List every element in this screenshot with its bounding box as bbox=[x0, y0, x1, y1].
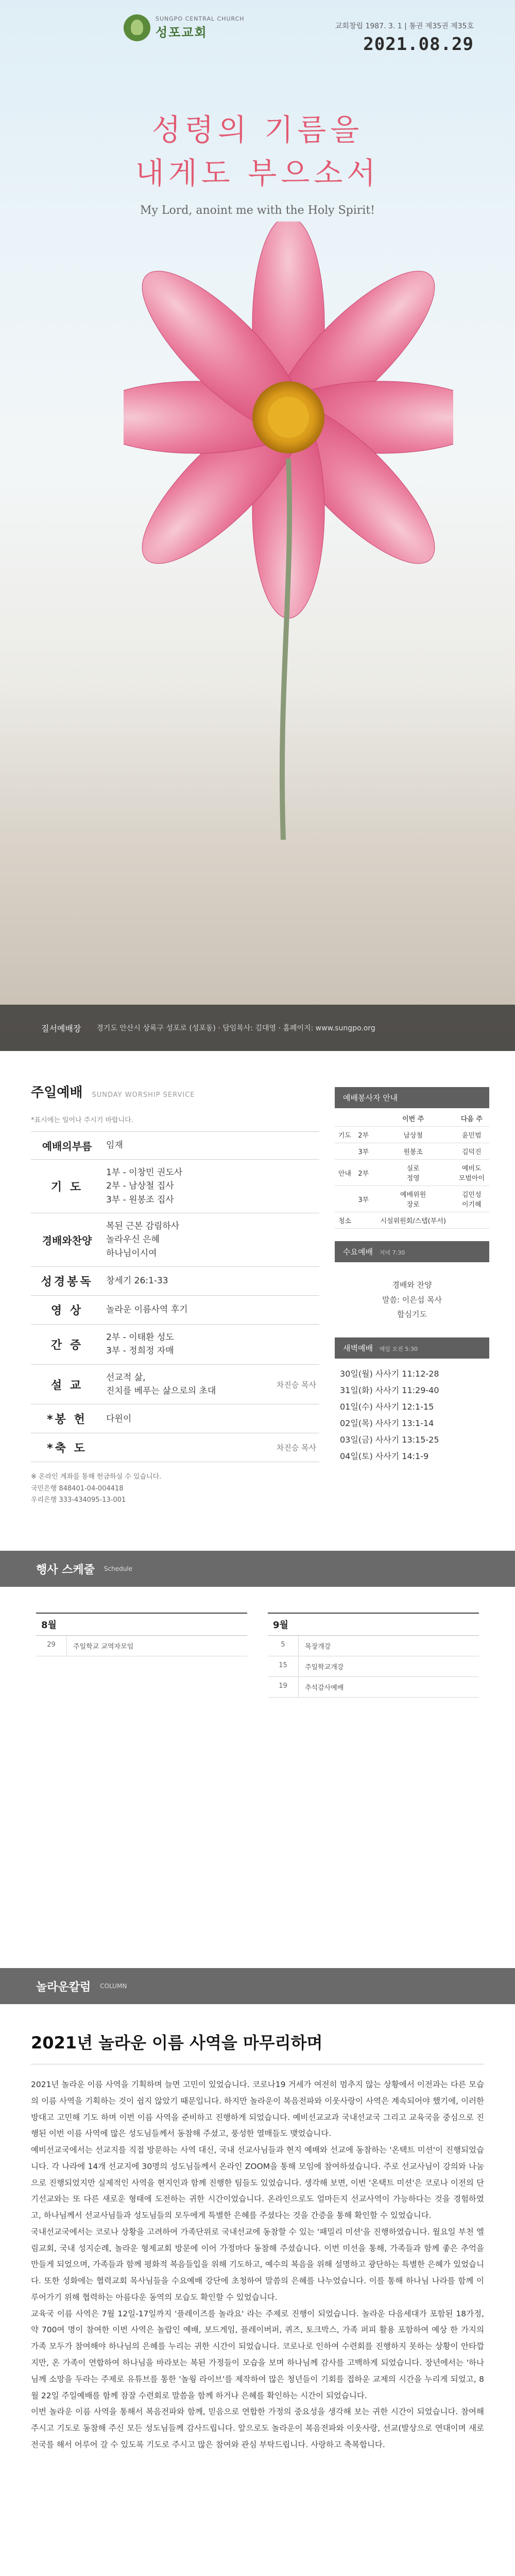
dawn-item: 02일(목) 사사기 13:1-14 bbox=[340, 1418, 434, 1428]
worship-item-value: 선교적 삶, 진치를 베푸는 삶으로의 초대 bbox=[103, 1364, 268, 1404]
cover-section bbox=[0, 0, 515, 1051]
servers-row bbox=[335, 1212, 489, 1229]
wednesday-time: 저녁 7:30 bbox=[379, 1249, 405, 1256]
servers-row bbox=[335, 1127, 489, 1143]
wednesday-info bbox=[335, 1262, 489, 1337]
servers-cell bbox=[335, 1186, 355, 1212]
issue-date: 2021.08.29 bbox=[363, 34, 474, 55]
dawn-item: 03일(금) 사사기 13:15-25 bbox=[340, 1434, 439, 1445]
schedule-day: 29 bbox=[36, 1636, 67, 1656]
dawn-item: 30일(월) 사사기 11:12-28 bbox=[340, 1368, 439, 1379]
worship-item-leader: 차진승 목사 bbox=[268, 1364, 319, 1404]
schedule-row bbox=[268, 1656, 479, 1677]
worship-item-value: 창세기 26:1-33 bbox=[103, 1267, 268, 1296]
servers-header-cell: 이번 주 bbox=[372, 1110, 454, 1127]
servers-row bbox=[335, 1186, 489, 1212]
cover-footer bbox=[0, 1005, 515, 1051]
worship-row bbox=[31, 1213, 319, 1267]
schedule-header bbox=[0, 1551, 515, 1587]
servers-cell bbox=[355, 1212, 372, 1229]
worship-title-en: SUNDAY WORSHIP SERVICE bbox=[92, 1091, 195, 1099]
servers-header-cell: 다음 주 bbox=[454, 1110, 489, 1127]
schedule-day: 15 bbox=[268, 1656, 299, 1676]
cover-title bbox=[0, 108, 515, 217]
worship-item-value: 놀라운 이름사역 후기 bbox=[103, 1296, 268, 1325]
schedule-september bbox=[268, 1613, 479, 1698]
worship-title bbox=[31, 1082, 319, 1101]
sidebar-info bbox=[335, 1087, 489, 1472]
cover-subtitle: My Lord, anoint me with the Holy Spirit! bbox=[140, 204, 375, 217]
worship-item-leader bbox=[268, 1296, 319, 1325]
column-paragraph: 이번 놀라운 이름 사역을 통해서 복음전파와 함께, 믿음으로 연합한 가정의 중요성을 생각해 보는 귀한 시간이 되었습니다. 참여해 주시고 기도로 동참해 주신 모든 성도님들께 감사드립니다. 앞으로도 놀라운이 복음전파와 이웃사랑, 선교(발상으로 연대이며 새로 전국를 해서 어루어 갈 수 있도록 기도로 주시고 많은 참여와 관심 부탁드립니다. 사랑하고 축복합니다. bbox=[31, 2407, 484, 2449]
servers-cell: 청소 bbox=[335, 1212, 355, 1229]
worship-item-value: 1부 - 이창민 권도사 2부 - 남상철 집사 3부 - 원봉조 집사 bbox=[103, 1160, 268, 1213]
worship-item-label: 성경봉독 bbox=[31, 1267, 103, 1296]
worship-item-label: 설 교 bbox=[31, 1364, 103, 1404]
worship-row bbox=[31, 1132, 319, 1160]
schedule-day: 5 bbox=[268, 1636, 299, 1656]
worship-row bbox=[31, 1433, 319, 1462]
worship-item-leader bbox=[268, 1267, 319, 1296]
worship-row bbox=[31, 1325, 319, 1365]
schedule-row bbox=[268, 1636, 479, 1656]
servers-cell: 원봉조 bbox=[372, 1143, 454, 1160]
servers-cell: 김민성 이기혜 bbox=[454, 1186, 489, 1212]
servers-title bbox=[335, 1087, 489, 1108]
servers-cell: 윤민범 bbox=[454, 1127, 489, 1143]
servers-header-cell bbox=[335, 1110, 355, 1127]
servers-cell: 기도 bbox=[335, 1127, 355, 1143]
worship-item-label: *봉 헌 bbox=[31, 1404, 103, 1433]
worship-item-leader bbox=[268, 1213, 319, 1267]
worship-item-label: *축 도 bbox=[31, 1433, 103, 1462]
servers-cell: 실로 정영 bbox=[372, 1160, 454, 1186]
worship-title-text: 주일예배 bbox=[31, 1085, 83, 1100]
dawn-item: 01일(수) 사사기 12:1-15 bbox=[340, 1401, 434, 1412]
church-logo bbox=[124, 14, 245, 41]
worship-item-label: 기 도 bbox=[31, 1160, 103, 1213]
cover-title-line1: 성령의 기름을 bbox=[151, 112, 364, 147]
worship-item-leader bbox=[268, 1404, 319, 1433]
column-paragraph: 예비선교국에서는 선교지를 직접 방문하는 사역 대신, 국내 선교사님들과 현지 예배와 선교에 동참하는 '온택트 미션'이 진행되었습니다. 각 나라에 14개 선교지에 30명의 성도님들께서 온라인 ZOOM을 통해 모임에 참여하셨습니다. 주로 선교사님이 강의와 나눔으로 진행되었지만 실제적인 사역을 현지인과 함께 진행한 팀들도 있었습니다. 생각해 보면, 이번 '온택트 미션'은 코로나 이전의 단기선교와는 또 다른 새로운 형태에 도전하는 귀한 시간이었습니다. 온라인으로도 얼마든지 선교사역이 가능하다는 것을 경험하였고, 하나님께서 선교사님들과 성도님들의 모두에게 특별한 은혜를 주셨다는 것을 간증을 통해 확인할 수 있었습니다. bbox=[31, 2145, 484, 2221]
cosmos-flower-image bbox=[124, 222, 453, 840]
schedule-day: 19 bbox=[268, 1677, 299, 1697]
dawn-list bbox=[335, 1359, 489, 1472]
wednesday-title-text: 수요예배 bbox=[343, 1247, 373, 1257]
worship-row bbox=[31, 1364, 319, 1404]
schedule-title-en: Schedule bbox=[104, 1565, 133, 1572]
servers-cell: 2부 bbox=[355, 1127, 372, 1143]
schedule-event: 주일학교 교역자모임 bbox=[73, 1643, 134, 1651]
dawn-item: 31일(화) 사사기 11:29-40 bbox=[340, 1385, 439, 1395]
schedule-event: 주일학교개강 bbox=[305, 1664, 344, 1671]
dawn-time: 매일 오전 5:30 bbox=[379, 1345, 418, 1352]
worship-row bbox=[31, 1160, 319, 1213]
column-head: 놀라운칼럼 bbox=[36, 1980, 91, 1994]
worship-item-leader bbox=[268, 1325, 319, 1365]
servers-title-text: 예배봉사자 안내 bbox=[343, 1093, 398, 1103]
column-paragraph: 국내선교국에서는 코로나 상황을 고려하여 가족단위로 국내선교에 동참할 수 있는 '패밀리 미션'을 진행하였습니다. 월요일 부천 엘림교회, 국내 성지순례, 놀라운 형제교회 방문에 이어 가정마다 동참해 주셨습니다. 이번 미선을 통해, 가족들과 함께 좋은 추억을 만들게 되었으며, 가족들과 함께 평화적 복음들입을 위해 기도하고, 예수의 복음을 위해 설명하고 광단하는 특별한 은혜가 있었습니다. 또한 성화에는 협력교회 목사님들을 수요예배 강단에 초청하여 말씀의 은혜를 나누었습니다. 이를 통해 하나님 나라를 함께 이루어가기 위해 협력하는 아름다운 동역의 모습도 확인할 수 있었습니다. bbox=[31, 2227, 484, 2302]
schedule-month-aug: 8월 bbox=[36, 1613, 247, 1636]
column-head-en: COLUMN bbox=[100, 1982, 127, 1990]
worship-item-value: 2부 - 이태환 성도 3부 - 정희정 자매 bbox=[103, 1325, 268, 1365]
servers-cell bbox=[454, 1212, 489, 1229]
schedule-section bbox=[36, 1613, 479, 1698]
servers-table bbox=[335, 1110, 489, 1229]
servers-header-cell bbox=[355, 1110, 372, 1127]
footer-label: 질서예배장 bbox=[41, 1023, 81, 1033]
cover-title-line2: 내게도 부으소서 bbox=[135, 156, 380, 191]
worship-row bbox=[31, 1296, 319, 1325]
worship-item-label: 영 상 bbox=[31, 1296, 103, 1325]
worship-note: *표시에는 일어나 주시기 바랍니다. bbox=[31, 1116, 133, 1124]
wednesday-line1: 경배와 찬양 bbox=[392, 1280, 432, 1290]
worship-item-leader bbox=[268, 1132, 319, 1160]
worship-order-table bbox=[31, 1131, 319, 1462]
servers-cell: 2부 bbox=[355, 1160, 372, 1186]
worship-row bbox=[31, 1404, 319, 1433]
dawn-item: 04일(토) 사사기 14:1-9 bbox=[340, 1451, 429, 1461]
worship-item-label: 경배와찬양 bbox=[31, 1213, 103, 1267]
worship-item-value: 복된 근본 감림하사 놀라우신 은혜 하나님이시여 bbox=[103, 1213, 268, 1267]
schedule-august bbox=[36, 1613, 247, 1698]
worship-item-label: 예배의부름 bbox=[31, 1132, 103, 1160]
dawn-title-text: 새벽예배 bbox=[343, 1343, 373, 1353]
online-offering-note: ※ 온라인 계좌를 통해 헌금하실 수 있습니다. bbox=[31, 1473, 162, 1481]
bank-account-1: 국민은행 848401-04-004418 bbox=[31, 1484, 124, 1493]
servers-cell: 3부 bbox=[355, 1186, 372, 1212]
servers-cell bbox=[335, 1143, 355, 1160]
wednesday-line3: 합심기도 bbox=[397, 1310, 427, 1319]
schedule-month-sep: 9월 bbox=[268, 1613, 479, 1636]
servers-cell: 남상철 bbox=[372, 1127, 454, 1143]
worship-item-label: 간 증 bbox=[31, 1325, 103, 1365]
servers-cell: 3부 bbox=[355, 1143, 372, 1160]
servers-cell: 예비도 모범아이 bbox=[454, 1160, 489, 1186]
column-paragraph: 교육국 이름 사역은 7월 12일-17일까지 '플레이즈를 놀라요' 라는 주제로 진행이 되었습니다. 놀라운 다음세대가 포함된 18가정, 약 700여 명이 참여한 이번 사역은 놀랍인 예배, 보드게임, 플레이버퍼, 퀴즈, 토크박스, 가족 퍼피 활용 포함하여 예상 한 가지의 가족 모두가 참여해야 하나님의 은혜를 누리는 귀한 시간이 되었습니다. 코로나로 인하여 수련회를 진행하지 못하는 상황이 안타깝지만, 온 가족이 연합하여 하나님을 바라보는 복된 가정들이 모습을 보며 하나님께 감사를 고백하게 되었습니다. 장년에서는 '하나님께 소망을 두라는 주제로 유튜브를 통한 '놀웡 라이브'를 제작하여 많은 청년들이 기회를 접하운 교제의 시간을 누리게 되었고, 8월 22일 주일예배를 함께 잠잘 수련회로 말씀을 함께 하거나 은혜를 확인하는 시간이 되었습니다. bbox=[31, 2309, 484, 2400]
worship-item-value: 다윈이 bbox=[103, 1404, 268, 1433]
schedule-row bbox=[268, 1677, 479, 1698]
church-emblem-icon bbox=[124, 14, 150, 41]
dawn-title bbox=[335, 1337, 489, 1359]
worship-footnote bbox=[31, 1471, 319, 1505]
schedule-row bbox=[36, 1636, 247, 1656]
worship-item-value: 임재 bbox=[103, 1132, 268, 1160]
worship-item-value bbox=[103, 1433, 268, 1462]
column-title: 2021년 놀라운 이름 사역을 마무리하며 bbox=[31, 2030, 484, 2064]
servers-row bbox=[335, 1143, 489, 1160]
worship-row bbox=[31, 1267, 319, 1296]
bank-account-2: 우리은행 333-434095-13-001 bbox=[31, 1496, 126, 1504]
wednesday-line2: 말씀: 이은섭 목사 bbox=[382, 1295, 442, 1304]
schedule-event: 추석감사예배 bbox=[305, 1684, 344, 1692]
servers-cell: 예배위원 장로 bbox=[372, 1186, 454, 1212]
column-paragraph: 2021년 놀라운 이름 사역을 기획하며 늘면 고민이 있었습니다. 코로나19 거세가 여전히 멈추지 않는 상황에서 이전과는 다른 모습의 이름 사역을 기획하는 것이 쉽지 않았기 때문입니다. 하지만 놀라운이 복음전파와 이웃사랑이 사역은 계속되어야 했기에, 이러한 방대고 고민해 기도 하며 이번 이름 사역을 준비하고 진행하게 되었습니다. 예비선교교과 국내선교국 그리고 교육국을 중심으로 진행된 이번 이름 사역에 많은 성도님들께서 동참해 주셨고, 풍성한 열매들도 맺었습니다. bbox=[31, 2080, 484, 2139]
servers-row bbox=[335, 1160, 489, 1186]
worship-order-section bbox=[31, 1082, 319, 1506]
footer-address: 경기도 안산시 상록구 성포로 (성포동) · 담임목사: 김대영 · 홈페이지: www.sungpo.org bbox=[96, 1024, 375, 1032]
column-article bbox=[31, 2030, 484, 2453]
schedule-title: 행사 스케줄 bbox=[36, 1563, 95, 1577]
servers-cell: 시설위원회/스텝(부서) bbox=[372, 1212, 454, 1229]
worship-item-leader bbox=[268, 1160, 319, 1213]
wednesday-title bbox=[335, 1241, 489, 1262]
schedule-event: 목장개강 bbox=[305, 1643, 331, 1651]
worship-item-leader: 차진승 목사 bbox=[268, 1433, 319, 1462]
issue-meta: 교회창립 1987. 3. 1 | 통권 제35권 제35호 bbox=[335, 22, 474, 30]
church-name: 성포교회 bbox=[156, 25, 208, 40]
issue-info bbox=[335, 21, 474, 55]
church-name-english: SUNGPO CENTRAL CHURCH bbox=[156, 15, 245, 22]
servers-cell: 안내 bbox=[335, 1160, 355, 1186]
column-header bbox=[0, 1968, 515, 2004]
servers-cell: 김덕진 bbox=[454, 1143, 489, 1160]
